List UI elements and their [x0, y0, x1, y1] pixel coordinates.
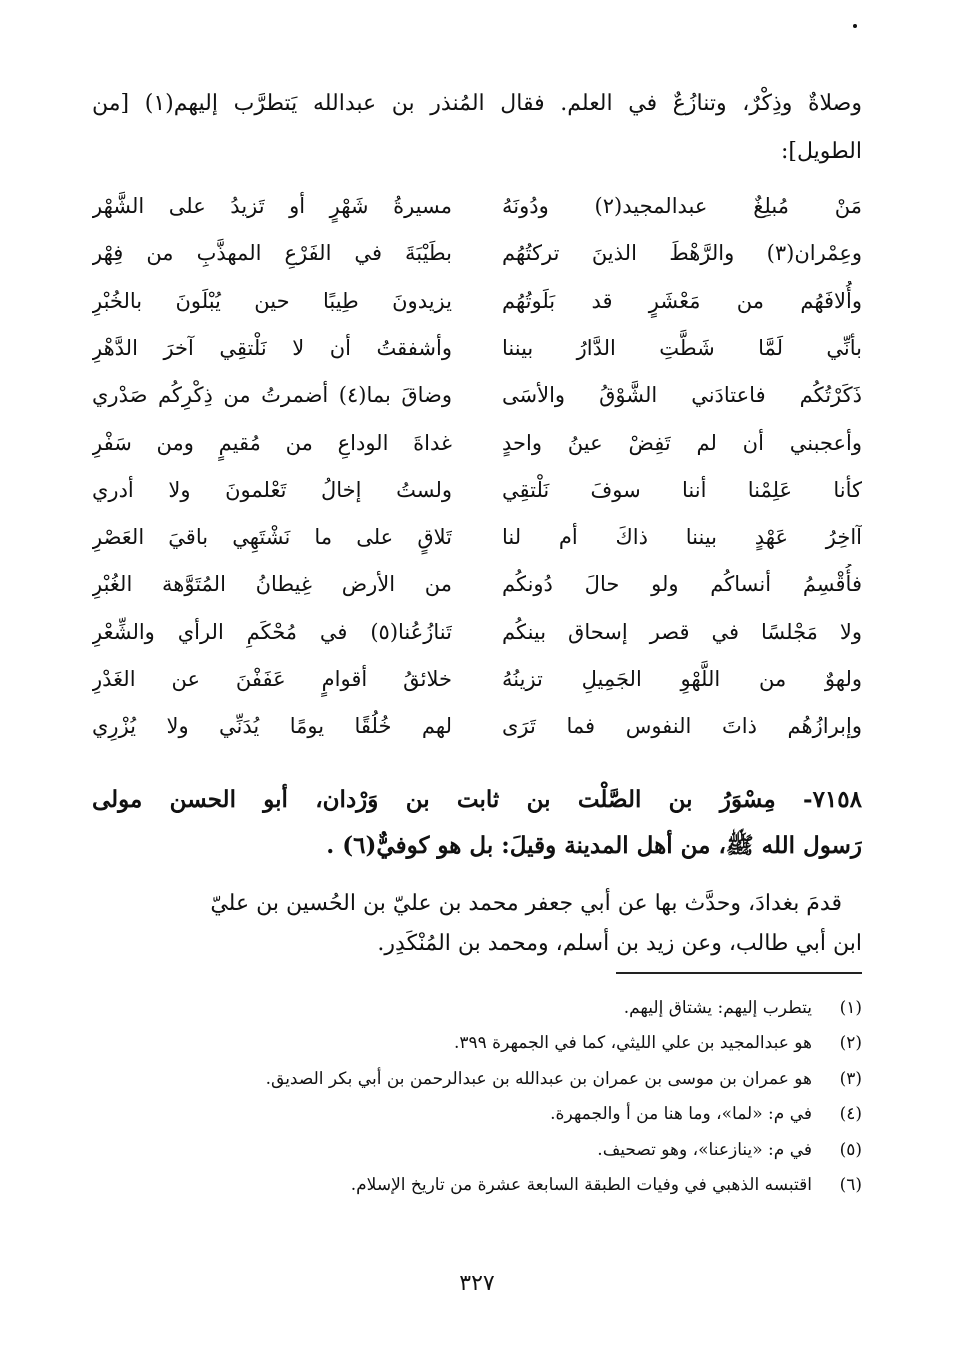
verse-second-hemistich: بطَيْبَةَ في الفَرْعِ المهذَّبِ من فِهْر: [92, 241, 452, 265]
footnote: [102, 1169, 862, 1201]
footnote-text: اقتبسه الذهبي في وفيات الطبقة السابعة عشرة من تاريخ الإسلام.: [350, 1175, 812, 1195]
page-number: ٣٢٧: [459, 1271, 495, 1296]
intro-line-2: الطويل]:: [780, 139, 862, 164]
footnote-number: (٣): [839, 1069, 862, 1089]
entry-heading-line-2: رَسول الله ﷺ، من أهل المدينة وقيلَ: بل هو كوفيٌّ(٦) .: [326, 832, 862, 859]
verse-second-hemistich: من الأرض غِيطانُ المُتَوَّهة الغُبْرِ: [92, 572, 452, 596]
verse-second-hemistich: غداةَ الوداعِ من مُقيمٍ ومن سَفْرِ: [92, 431, 452, 455]
verse-second-hemistich: تَنازُعُنا(٥) في مُحْكَمِ الرأي والشِّعْرِ: [92, 620, 452, 644]
footnote-separator: [616, 972, 862, 974]
body-line-1: قدمَ بغدادَ، وحدَّث بها عن أبي جعفر محمد بن عليّ بن الحُسين بن عليّ: [210, 891, 842, 916]
verse-first-hemistich: وإبرازُهُم ذاتَ النفوس فما تَرَى: [502, 714, 862, 738]
verse-first-hemistich: بأنِّي لَمَّا شَطَّتِ الدَّارُ بيننا: [502, 336, 862, 360]
footnote-text: هو عمران بن موسى بن عمران بن عبدالله بن عبدالرحمن بن أبي بكر الصديق.: [265, 1069, 812, 1089]
footnote: [102, 992, 862, 1024]
verse-first-hemistich: ذَكَرْتُكُم فاعتادَني الشَّوْقُ والأسَى: [502, 383, 862, 407]
verse-first-hemistich: آاخِرُ عَهْدٍ بيننا ذاكَ أم لنا: [502, 525, 862, 549]
footnote-text: يتطرب إليهم: يشتاق إليهم.: [623, 998, 812, 1018]
body-line-2: ابن أبي طالب، وعن زيد بن أسلم، ومحمد بن المُنْكَدِر.: [377, 931, 862, 956]
poem-verse: [92, 375, 862, 415]
verse-first-hemistich: وأعجبني أن لم تَفِضْ عينُ واحدٍ: [502, 431, 862, 455]
verse-second-hemistich: مسيرةُ شَهْرٍ أو تَزيدُ على الشَّهْر: [92, 194, 452, 218]
verse-first-hemistich: وأُلافَهُم من مَعْشَرٍ قد بَلَوتُهُم: [502, 289, 862, 313]
intro-line-1: وصلاةٌ وذِكْرٌ، وتنازُعٌ في العلم. فقال المُنذر بن عبدالله يَتطرَّب إليهم(١) [من: [92, 91, 862, 116]
poem-verse: [92, 564, 862, 604]
poem-verse: [92, 186, 862, 226]
footnote-text: في م: «ينازعنا»، وهو تصحيف.: [597, 1140, 812, 1160]
verse-second-hemistich: تَلاقٍ على ما نَشْتَهِي باقيَ العَصْرِ: [92, 525, 452, 549]
verse-second-hemistich: يزيدونَ طِيبًا حين يُبْلَونَ بالخُبْرِ: [92, 289, 452, 313]
footnote-number: (٢): [839, 1033, 862, 1053]
verse-first-hemistich: فأُقْسِمُ أنساكُم ولو حالَ دُونكُم: [502, 572, 862, 596]
verse-second-hemistich: وأشفقتُ أن لا نَلْتقِي آخرَ الدَّهْرِ: [92, 336, 452, 360]
poem-verse: [92, 470, 862, 510]
footnote-number: (٤): [839, 1104, 862, 1124]
footnote-number: (١): [839, 998, 862, 1018]
footnote: [102, 1098, 862, 1130]
poem-verse: [92, 233, 862, 273]
poem-verse: [92, 517, 862, 557]
entry-heading-line-1: ٧١٥٨- مِسْوَرُ بن الصَّلْت بن ثابت بن وَرْدان، أبو الحسن مولى: [92, 786, 862, 813]
poem-verse: [92, 706, 862, 746]
verse-first-hemistich: كأنا عَلِمْنا أننا سوفَ نَلْتقِي: [502, 478, 862, 502]
footnote-text: في م: «لما»، وما هنا من أ والجمهرة.: [550, 1104, 812, 1124]
poem-verse: [92, 423, 862, 463]
poem-verse: [92, 659, 862, 699]
verse-second-hemistich: ولستُ إخالُ تَعْلمونَ ولا أدري: [92, 478, 452, 502]
verse-second-hemistich: خلائقُ أقوامٍ عَفَفْنَ عن الغَدْرِ: [92, 667, 452, 691]
footnote: [102, 1027, 862, 1059]
footnote: [102, 1134, 862, 1166]
verse-first-hemistich: مَنْ مُبلِغٌ عبدالمجيد(٢) ودُونَهُ: [502, 194, 862, 218]
verse-second-hemistich: وضاقَ بما(٤) أضمرتُ من ذِكْرِكُم صَدْري: [92, 383, 452, 407]
verse-first-hemistich: وعِمْران(٣) والرَّهْطَ الذينَ تركتُهُم: [502, 241, 862, 265]
footnote: [102, 1063, 862, 1095]
verse-first-hemistich: ولا مَجْلسًا في قصر إسحاق بينكُم: [502, 620, 862, 644]
poem-verse: [92, 612, 862, 652]
poem-verse: [92, 281, 862, 321]
footnote-number: (٥): [839, 1140, 862, 1160]
footnote-text: هو عبدالمجيد بن علي الليثي، كما في الجمهرة ٣٩٩.: [453, 1033, 812, 1053]
verse-second-hemistich: لهم خُلُقًا يومًا يُدَنِّي ولا يُزْرِي: [92, 714, 452, 738]
page-speck: [853, 24, 857, 28]
verse-first-hemistich: ولهوٌ من اللَّهْوِ الجَمِيلِ تزينُهُ: [502, 667, 862, 691]
footnote-number: (٦): [839, 1175, 862, 1195]
poem-verse: [92, 328, 862, 368]
